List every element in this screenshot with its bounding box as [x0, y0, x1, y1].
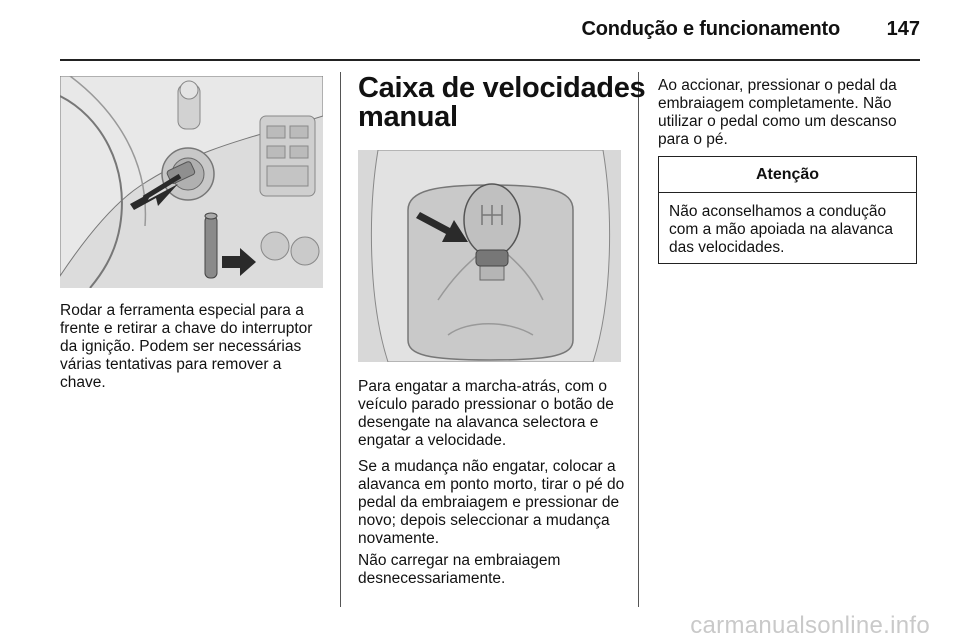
clutch-usage-note: Não carregar na embraiagem desnecessariamente. [358, 552, 561, 587]
notice-text: Não aconselhamos a condução com a mão apoiada na alavanca das velocidades. [669, 203, 894, 256]
notice-title: Atenção [659, 157, 916, 193]
ignition-key-illustration [60, 76, 323, 288]
header-rule [60, 59, 920, 61]
notice-box [658, 156, 917, 264]
section-heading: Caixa de velocidades manual [358, 72, 646, 133]
gear-not-engaging-instruction: Se a mudança não engatar, colocar a alavanca em ponto morto, tirar o pé do pedal da embraiagem e pressionar de novo; depois seleccionar a mudança novamente. [358, 458, 625, 547]
watermark: carmanualsonline.info [690, 612, 930, 639]
gear-lever-illustration [358, 150, 621, 362]
column-divider-right [638, 72, 639, 607]
clutch-pedal-instruction: Ao accionar, pressionar o pedal da embraiagem completamente. Não utilizar o pedal como um descanso para o pé. [658, 77, 897, 148]
reverse-gear-instruction: Para engatar a marcha-atrás, com o veículo parado pressionar o botão de desengate na alavanca selectora e engatar a velocidade. [358, 378, 614, 449]
column-divider-left [340, 72, 341, 607]
ignition-instruction-text: Rodar a ferramenta especial para a frente e retirar a chave do interruptor da ignição. Podem ser necessárias várias tentativas para remover a chave. [60, 302, 313, 391]
chapter-title: Condução e funcionamento [581, 18, 840, 40]
page-number: 147 [886, 18, 920, 40]
